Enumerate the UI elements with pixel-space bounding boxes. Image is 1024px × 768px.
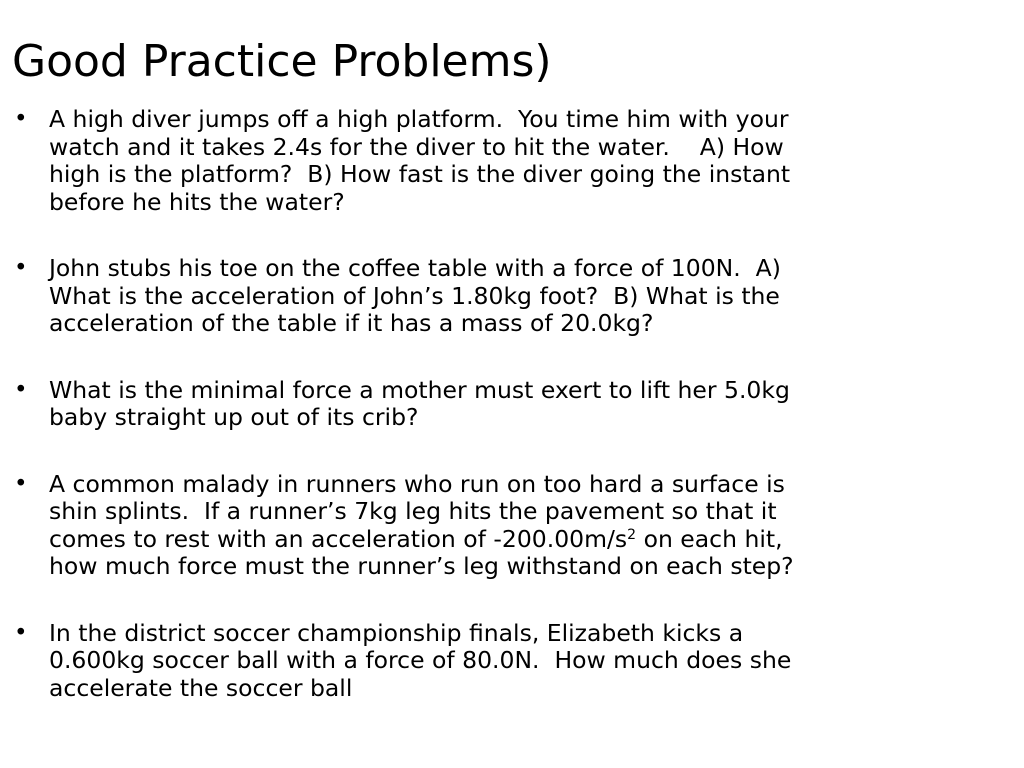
- acceleration-text-end: on each hit,: [636, 524, 783, 553]
- problem-list: [14, 106, 1004, 742]
- problem-text-line: before he hits the water?: [49, 187, 345, 216]
- squared-superscript: 2: [627, 526, 637, 543]
- acceleration-text: comes to rest with an acceleration of -200.00m/s: [49, 524, 628, 553]
- problem-item: [14, 471, 1004, 581]
- problem-item: [14, 377, 1004, 432]
- bullet-icon: •: [14, 106, 28, 132]
- bullet-icon: •: [14, 470, 28, 497]
- bullet-icon: •: [14, 619, 28, 646]
- bullet-icon: •: [14, 376, 28, 403]
- problem-item: [14, 255, 1004, 338]
- problem-text-line: how much force must the runner’s leg withstand on each step?: [49, 552, 794, 580]
- problem-item: [14, 620, 1004, 703]
- problem-text-line: John stubs his toe on the coffee table with a force of 100N. A): [49, 254, 781, 282]
- problem-text-line: A high diver jumps off a high platform. You time him with your: [49, 105, 789, 133]
- problem-text-line: watch and it takes 2.4s for the diver to hit the water. A) How: [49, 132, 784, 161]
- problem-text-line: high is the platform? B) How fast is the diver going the instant: [49, 160, 791, 188]
- problem-text-line: shin splints. If a runner’s 7kg leg hits the pavement so that it: [49, 497, 777, 525]
- problem-text-line: acceleration of the table if it has a mass of 20.0kg?: [49, 309, 654, 337]
- problem-text-line: accelerate the soccer ball: [49, 673, 353, 702]
- slide-title: Good Practice Problems): [12, 36, 552, 87]
- problem-text-line-with-superscript: [49, 526, 1004, 554]
- problem-text-line: 0.600kg soccer ball with a force of 80.0N. How much does she: [49, 646, 792, 674]
- problem-text-line: In the district soccer championship finals, Elizabeth kicks a: [49, 618, 744, 647]
- problem-text-line: What is the minimal force a mother must exert to lift her 5.0kg: [49, 375, 790, 404]
- bullet-icon: •: [14, 255, 28, 281]
- problem-item: [14, 106, 1004, 216]
- problem-text-line: baby straight up out of its crib?: [49, 403, 419, 431]
- problem-text-line: A common malady in runners who run on too hard a surface is: [49, 469, 785, 498]
- problem-text-line: What is the acceleration of John’s 1.80kg foot? B) What is the: [49, 281, 780, 310]
